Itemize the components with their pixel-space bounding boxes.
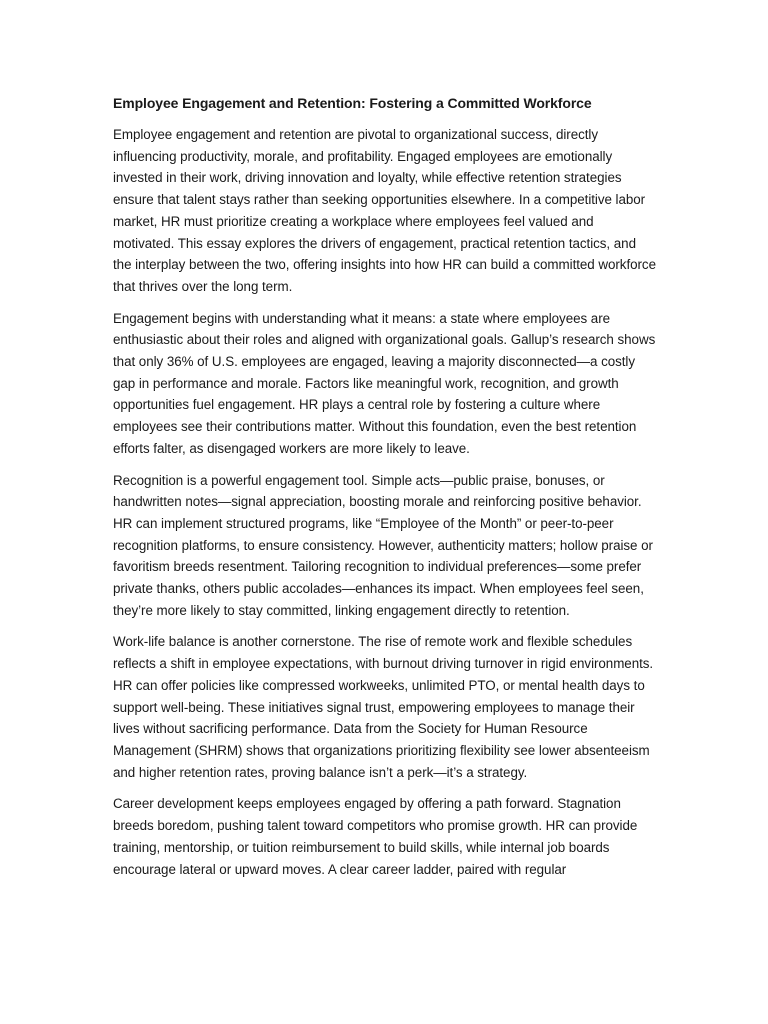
paragraph-intro: Employee engagement and retention are pivotal to organizational success, directly influencing productivity, morale, and profitability. Engaged employees are emotionally invested in their work, driving innovation and loyalty, while effective retention strategies ensure that talent stays rather than seeking opportunities elsewhere. In a competitive labor market, HR must prioritize creating a workplace where employees feel valued and motivated. This essay explores the drivers of engagement, practical retention tactics, and the interplay between the two, offering insights into how HR can build a committed workforce that thrives over the long term.: [113, 127, 656, 294]
paragraph-work-life-balance: Work-life balance is another cornerstone. The rise of remote work and flexible schedules reflects a shift in employee expectations, with burnout driving turnover in rigid environments. HR can offer policies like compressed workweeks, unlimited PTO, or mental health days to support well-being. These initiatives signal trust, empowering employees to manage their lives without sacrificing performance. Data from the Society for Human Resource Management (SHRM) shows that organizations prioritizing flexibility see lower absenteeism and higher retention rates, proving balance isn’t a perk—it’s a strategy.: [113, 634, 654, 780]
document-title: Employee Engagement and Retention: Fostering a Committed Workforce: [113, 95, 592, 111]
paragraph-recognition: Recognition is a powerful engagement tool. Simple acts—public praise, bonuses, or handwritten notes—signal appreciation, boosting morale and reinforcing positive behavior. HR can implement structured programs, like “Employee of the Month” or peer-to-peer recognition platforms, to ensure consistency. However, authenticity matters; hollow praise or favoritism breeds resentment. Tailoring recognition to individual preferences—some prefer private thanks, others public accolades—enhances its impact. When employees feel seen, they’re more likely to stay committed, linking engagement directly to retention.: [113, 472, 653, 618]
paragraph-career-development: Career development keeps employees engaged by offering a path forward. Stagnation breeds boredom, pushing talent toward competitors who promise growth. HR can provide training, mentorship, or tuition reimbursement to build skills, while internal job boards encourage lateral or upward moves. A clear career ladder, paired with regular: [113, 796, 638, 877]
document-page: [113, 92, 658, 890]
paragraph-engagement: Engagement begins with understanding what it means: a state where employees are enthusiastic about their roles and aligned with organizational goals. Gallup’s research shows that only 36% of U.S. employees are engaged, leaving a majority disconnected—a costly gap in performance and morale. Factors like meaningful work, recognition, and growth opportunities fuel engagement. HR plays a central role by fostering a culture where employees see their contributions matter. Without this foundation, even the best retention efforts falter, as disengaged workers are more likely to leave.: [113, 310, 656, 456]
